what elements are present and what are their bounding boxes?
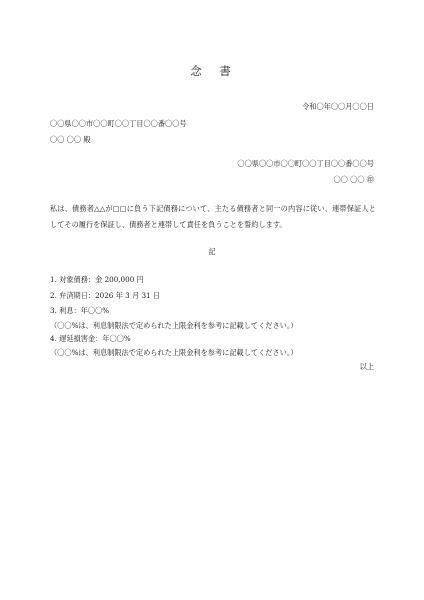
- document-title: 念 書: [190, 64, 234, 78]
- interest-note: （〇〇%は、利息制限法で定められた上限金利を参考に記載してください。）: [50, 321, 298, 330]
- item-interest: 3. 利息：年〇〇%: [50, 306, 110, 315]
- debtor-name: 〇〇 〇〇 ㊞: [333, 175, 374, 184]
- ki-heading: 記: [208, 247, 216, 256]
- debtor-address: 〇〇県〇〇市〇〇町〇〇丁目〇〇番〇〇号: [237, 159, 374, 168]
- pledge-body-text: 私は、債務者△△が□□に負う下記債務について、主たる債務者と同一の内容に従い、連帯保証人としてその履行を保証し、債務者と連帯して責任を負うことを誓約します。: [50, 204, 376, 229]
- creditor-address: 〇〇県〇〇市〇〇町〇〇丁目〇〇番〇〇号: [50, 119, 187, 128]
- item-target-debt: 1. 対象債務：金 200,000 円: [50, 275, 144, 284]
- item-repayment-date: 2. 弁済期日：2026 年 3 月 31 日: [50, 291, 161, 300]
- item-late-damages: 4. 遅延損害金：年〇〇%: [50, 334, 131, 343]
- late-damages-note: （〇〇%は、利息制限法で定められた上限金利を参考に記載してください。）: [50, 348, 298, 357]
- creditor-name: 〇〇 〇〇 殿: [50, 135, 91, 144]
- document-date: 令和〇年〇〇月〇〇日: [302, 102, 374, 111]
- closing-mark: 以上: [359, 362, 374, 371]
